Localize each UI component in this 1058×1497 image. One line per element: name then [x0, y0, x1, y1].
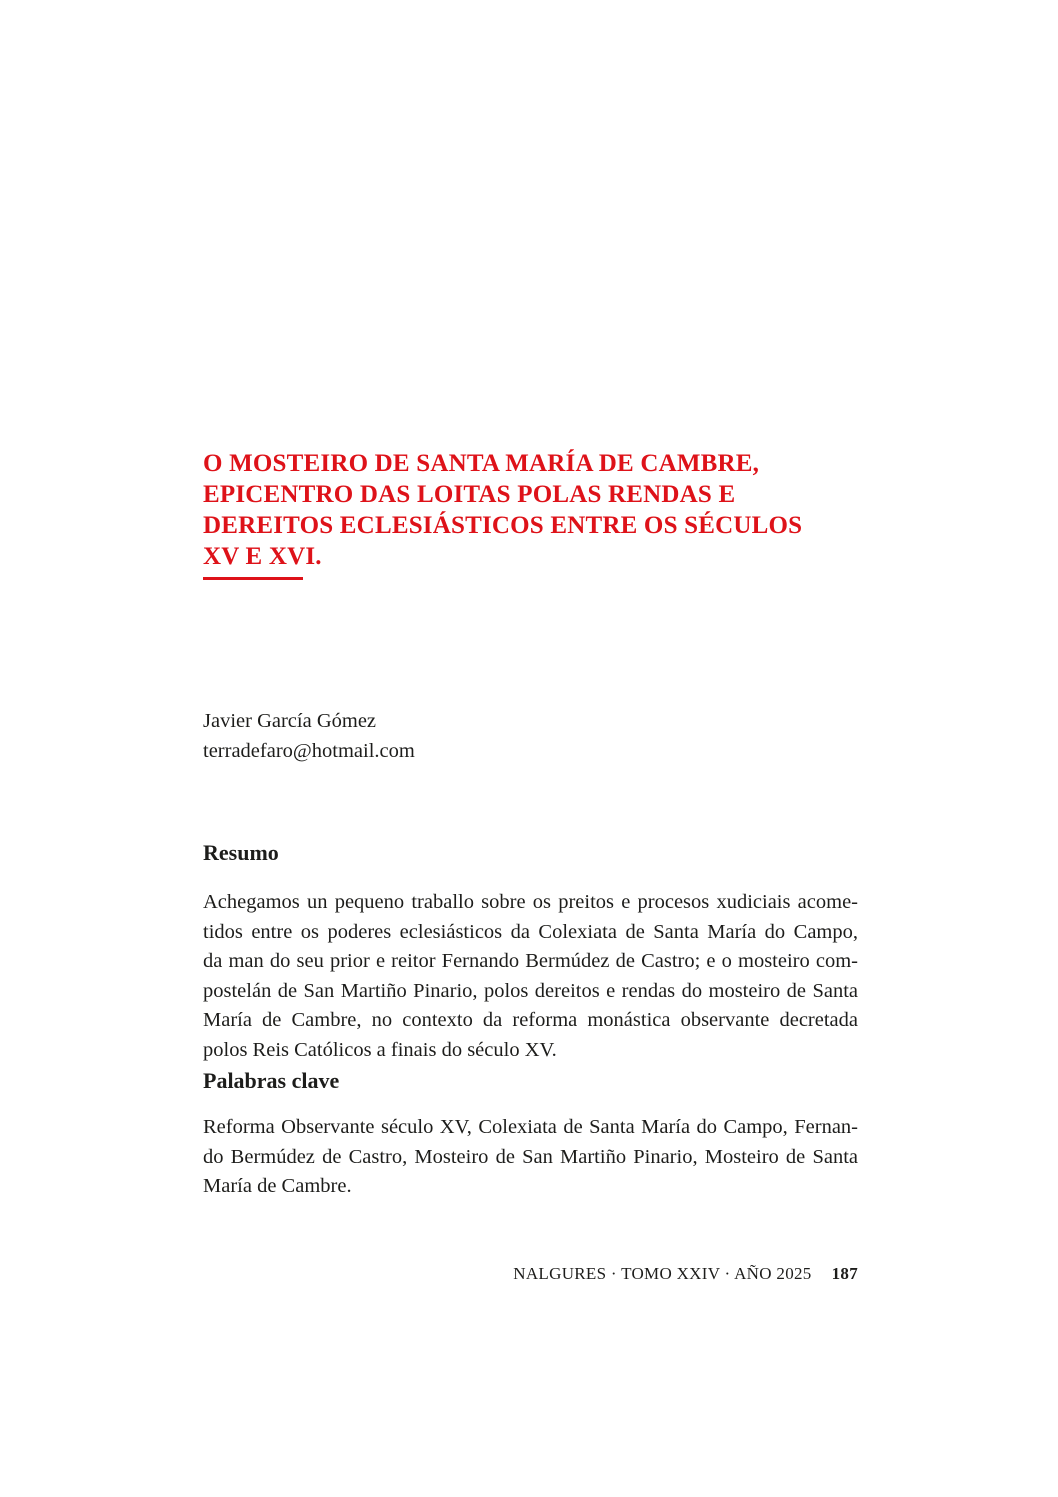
- article-title: [203, 448, 883, 572]
- abstract-line: postelán de San Martiño Pinario, polos dereitos e rendas do mosteiro de Santa: [203, 979, 858, 1002]
- keywords-line: do Bermúdez de Castro, Mosteiro de San Martiño Pinario, Mosteiro de Santa: [203, 1145, 858, 1168]
- keywords-heading: Palabras clave: [203, 1068, 340, 1093]
- abstract-line: tidos entre os poderes eclesiásticos da Colexiata de Santa María do Campo,: [203, 920, 858, 943]
- abstract-heading: Resumo: [203, 840, 279, 865]
- abstract-line: María de Cambre, no contexto da reforma monástica observante decretada: [203, 1009, 858, 1031]
- article-title-line: O MOSTEIRO DE SANTA MARÍA DE CAMBRE,: [203, 450, 760, 477]
- abstract-line: Achegamos un pequeno traballo sobre os preitos e procesos xudiciais acome-: [203, 891, 858, 913]
- article-title-line: DEREITOS ECLESIÁSTICOS ENTRE OS SÉCULOS: [203, 512, 803, 539]
- abstract-line: polos Reis Católicos a finais do século XV.: [203, 1038, 557, 1061]
- journal-volume-line: NALGURES · TOMO XXIV · AÑO 2025: [513, 1264, 812, 1283]
- author-email: terradefaro@hotmail.com: [203, 740, 415, 762]
- keywords-line: Reforma Observante século XV, Colexiata de Santa María do Campo, Fernan-: [203, 1116, 858, 1138]
- article-title-line: XV E XVI.: [203, 543, 322, 570]
- page-number: 187: [831, 1264, 858, 1283]
- keywords-paragraph: [203, 1113, 858, 1202]
- page-footer: [513, 1264, 858, 1284]
- abstract-paragraph: [203, 888, 858, 1065]
- article-title-line: EPICENTRO DAS LOITAS POLAS RENDAS E: [203, 481, 736, 508]
- author-name: Javier García Gómez: [203, 710, 377, 732]
- keywords-line: María de Cambre.: [203, 1175, 352, 1197]
- title-underline-rule: [203, 577, 303, 580]
- abstract-line: da man do seu prior e reitor Fernando Bermúdez de Castro; e o mosteiro com-: [203, 950, 858, 972]
- author-block: [203, 706, 415, 766]
